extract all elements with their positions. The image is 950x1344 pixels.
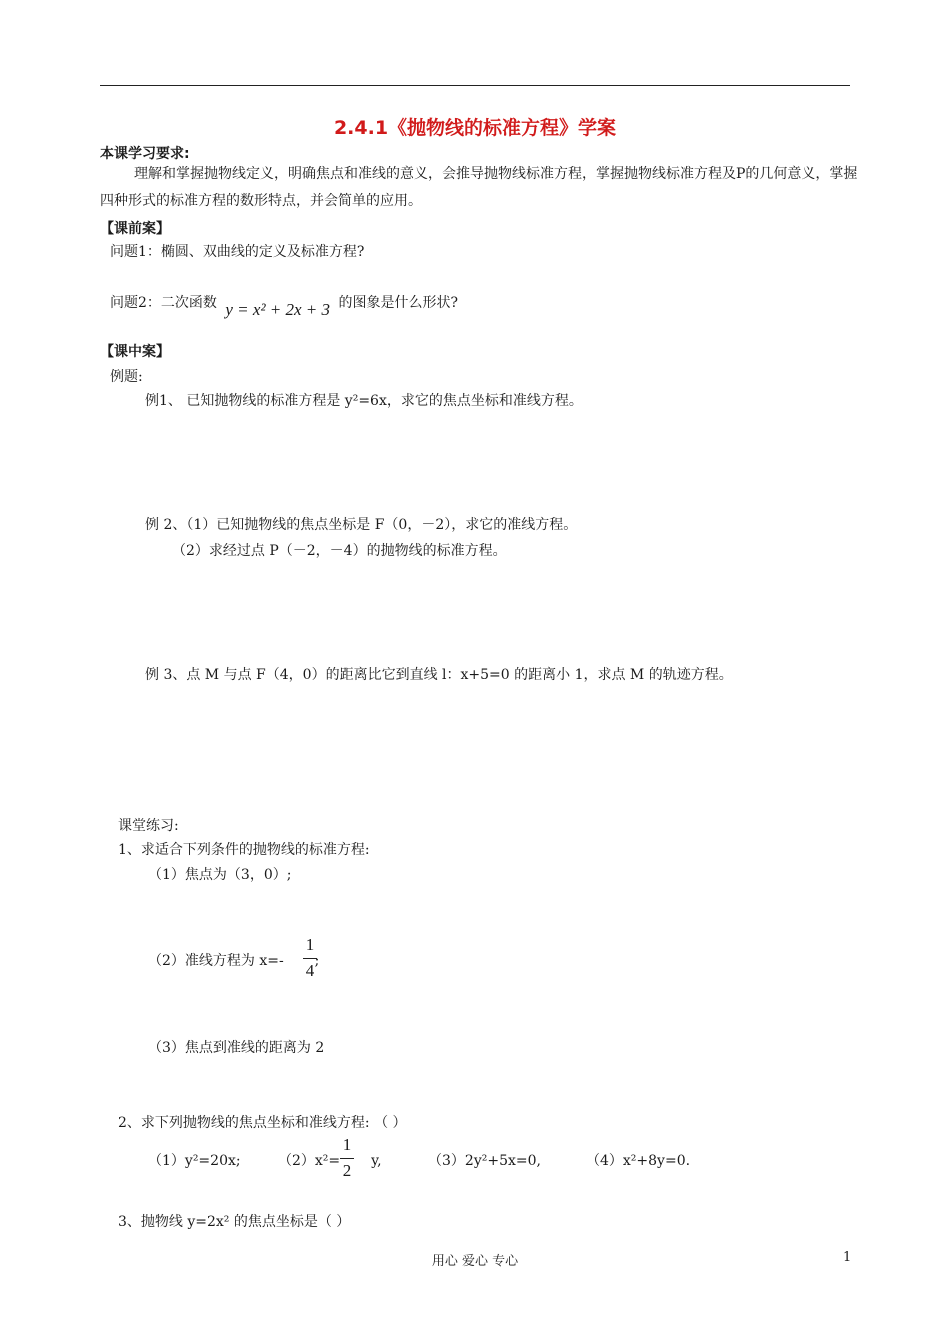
example-1: 例1、 已知抛物线的标准方程是 y²=6x，求它的焦点坐标和准线方程。 <box>145 393 583 409</box>
page-number: 1 <box>843 1250 852 1265</box>
examples-label: 例题: <box>110 369 143 385</box>
document-title: 2.4.1《抛物线的标准方程》学案 <box>333 117 617 139</box>
practice-2-a: （1）y²=20x; <box>148 1153 241 1169</box>
practice-2-c: （3）2y²+5x=0, <box>428 1153 541 1169</box>
example-2-part-2: （2）求经过点 P（－2，－4）的抛物线的标准方程。 <box>172 543 507 559</box>
practice-2-b-suffix: y, <box>371 1153 382 1169</box>
practice-2-d: （4）x²+8y=0. <box>586 1153 691 1169</box>
practice-2-b <box>278 1150 382 1170</box>
practice-heading: 课堂练习: <box>118 818 179 834</box>
fraction-1-2-numerator: 1 <box>342 1135 352 1154</box>
practice-1-2-prefix: （2）准线方程为 x=- <box>148 953 284 969</box>
question-2-prefix: 问题2：二次函数 <box>110 295 217 311</box>
question-2-suffix: 的图象是什么形状? <box>338 295 458 311</box>
question-1: 问题1：椭圆、双曲线的定义及标准方程? <box>110 244 365 260</box>
practice-1-1: （1）焦点为（3，0）; <box>148 867 292 883</box>
fraction-1-2-denominator: 2 <box>342 1161 352 1180</box>
practice-3: 3、抛物线 y=2x² 的焦点坐标是（ ） <box>118 1214 351 1230</box>
example-2-part-1: 例 2、（1）已知抛物线的焦点坐标是 F（0，－2），求它的准线方程。 <box>145 517 578 533</box>
question-2 <box>110 292 458 319</box>
footer-slogan: 用心 爱心 专心 <box>431 1254 519 1269</box>
practice-2: 2、求下列抛物线的焦点坐标和准线方程: （ ） <box>118 1115 407 1131</box>
fraction-1-4-denominator: 4 <box>305 961 315 980</box>
fraction-1-4-numerator: 1 <box>305 935 315 954</box>
in-class-heading: 【课中案】 <box>100 344 170 360</box>
practice-2-b-prefix: （2）x²= <box>278 1153 341 1169</box>
requirements-heading: 本课学习要求: <box>100 146 190 162</box>
fraction-1-2-bar <box>340 1158 354 1159</box>
quadratic-formula: y = x² + 2x + 3 <box>225 300 331 319</box>
header-rule <box>100 85 850 86</box>
example-3: 例 3、点 M 与点 F（4，0）的距离比它到直线 l：x+5=0 的距离小 1，求点 M 的轨迹方程。 <box>145 667 733 683</box>
practice-1-2 <box>148 950 319 970</box>
requirements-text: 理解和掌握抛物线定义，明确焦点和准线的意义，会推导抛物线标准方程，掌握抛物线标准方程及P的几何意义，掌握四种形式的标准方程的数形特点，并会简单的应用。 <box>100 166 858 209</box>
fraction-1-4-bar <box>303 958 317 959</box>
practice-1-3: （3）焦点到准线的距离为 2 <box>148 1040 325 1056</box>
practice-1-2-suffix: ; <box>314 953 320 969</box>
practice-1: 1、求适合下列条件的抛物线的标准方程: <box>118 842 370 858</box>
pre-class-heading: 【课前案】 <box>100 221 170 237</box>
